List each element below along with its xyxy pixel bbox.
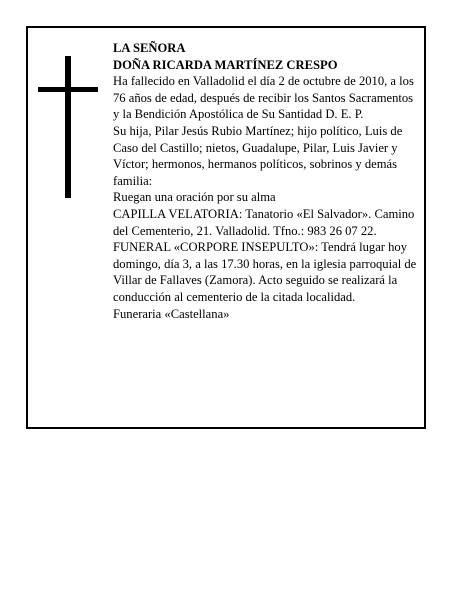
death-paragraph: Ha fallecido en Valladolid el día 2 de octubre de 2010, a los 76 años de edad, después de recibir los Santos Sacramentos y la Bendición Apostólica de Su Santidad D. E. P. (113, 74, 414, 122)
obituary-text (113, 40, 419, 322)
prayer-line: Ruegan una oración por su alma (113, 190, 276, 205)
cross-horizontal-bar (38, 87, 98, 92)
funeral-home-line: Funeraria «Castellana» (113, 306, 230, 321)
deceased-name: DOÑA RICARDA MARTÍNEZ CRESPO (113, 57, 338, 72)
family-paragraph: Su hija, Pilar Jesús Rubio Martínez; hijo político, Luis de Caso del Castillo; nietos, Guadalupe, Pilar, Luis Javier y Víctor; hermonos, hermanos políticos, sobrinos y demás familia: (113, 123, 403, 188)
cross-vertical-bar (65, 56, 71, 198)
latin-cross-icon (38, 56, 98, 198)
chapel-paragraph: CAPILLA VELATORIA: Tanatorio «El Salvador». Camino del Cementerio, 21. Valladolid. Tfno.: 983 26 07 22. (113, 206, 415, 238)
heading-title: LA SEÑORA (113, 41, 186, 55)
funeral-paragraph: FUNERAL «CORPORE INSEPULTO»: Tendrá lugar hoy domingo, día 3, a las 17.30 horas, en la iglesia parroquial de Villar de Fallaves (Zamora). Acto seguido se realizará la conducción al cementerio de la citada localidad. (113, 240, 417, 304)
